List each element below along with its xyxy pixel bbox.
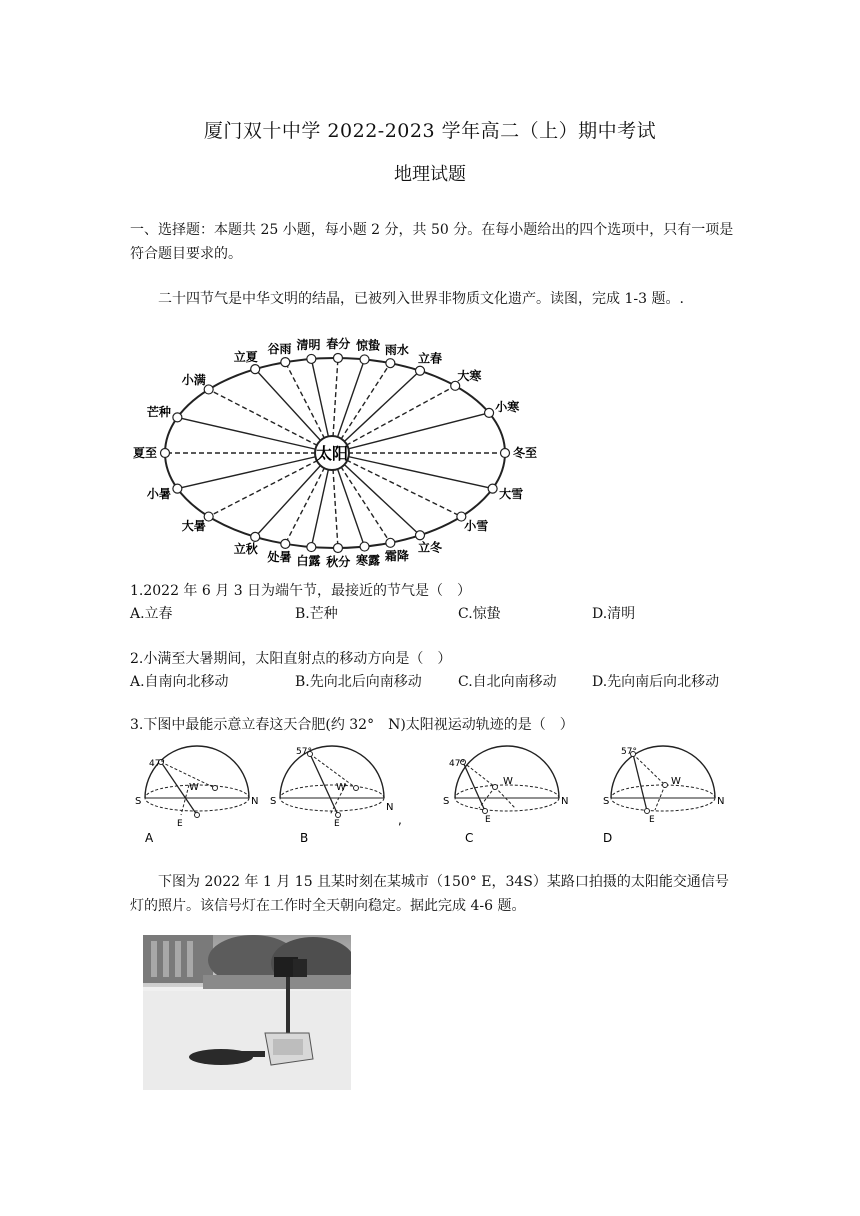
fig-a-w: W	[189, 782, 199, 793]
fig-d-letter: D	[603, 831, 613, 845]
fig-d-e: E	[649, 815, 655, 825]
term-label: 惊蛰	[355, 338, 381, 353]
fig-c-n: N	[561, 796, 569, 807]
fig-d-angle: 57°	[621, 747, 637, 757]
term-label: 大寒	[457, 368, 482, 383]
term-label: 冬至	[512, 446, 538, 460]
section-intro: 一、选择题：本题共 25 小题，每小题 2 分，共 50 分。在每小题给出的四个选项中，只有一项是符合题目要求的。	[130, 222, 734, 262]
fig-d-w: W	[671, 776, 681, 787]
fig-a-n: N	[251, 796, 259, 807]
figure-b	[270, 746, 402, 845]
term-line	[209, 453, 332, 517]
term-line	[332, 453, 420, 535]
term-point	[307, 354, 316, 363]
fig-a-e: E	[177, 819, 183, 829]
fig-c-e: E	[485, 815, 491, 825]
q2-option-b[interactable]: B.先向北后向南移动	[295, 674, 422, 690]
term-point	[360, 355, 369, 364]
term-label: 白露	[296, 553, 321, 568]
passage-traffic-light: 下图为 2022 年 1 月 15 且某时刻在某城市（150° E，34S）某路口拍摄的太阳能交通信号灯的照片。该信号灯在工作时全天朝向稳定。据此完成 4-6 题。	[130, 874, 729, 914]
q1-option-a[interactable]: A.立春	[130, 606, 173, 622]
question-2-stem: 2.小满至大暑期间，太阳直射点的移动方向是（ ）	[130, 651, 452, 667]
question-1-stem: 1.2022 年 6 月 3 日为端午节，最接近的节气是（ ）	[130, 583, 472, 599]
traffic-light-photo	[143, 935, 351, 1090]
exam-subtitle: 地理试题	[394, 164, 466, 185]
q2-option-d[interactable]: D.先向南后向北移动	[592, 674, 720, 690]
passage-solar-terms: 二十四节气是中华文明的结晶，已被列入世界非物质文化遗产。读图，完成 1-3 题。.	[158, 291, 684, 307]
fig-c-w: W	[503, 776, 513, 787]
term-label: 夏至	[132, 446, 158, 460]
term-point	[485, 408, 494, 417]
term-label: 春分	[326, 337, 351, 352]
term-point	[281, 539, 290, 548]
term-label: 立冬	[417, 540, 443, 555]
term-label: 芒种	[146, 405, 171, 420]
term-label: 雨水	[384, 342, 409, 357]
fig-d-n: N	[717, 796, 725, 807]
figure-c	[443, 746, 568, 845]
term-point	[488, 484, 497, 493]
term-label: 秋分	[326, 554, 351, 569]
sun-label: 太阳	[315, 444, 349, 463]
q1-option-d[interactable]: D.清明	[592, 606, 636, 622]
term-point	[333, 354, 342, 363]
term-point	[173, 413, 182, 422]
term-point	[333, 543, 342, 552]
fig-c-s: S	[443, 796, 450, 807]
term-point	[161, 449, 170, 458]
term-point	[501, 449, 510, 458]
q2-option-a[interactable]: A.自南向北移动	[130, 674, 229, 690]
term-label: 小寒	[495, 399, 520, 414]
exam-title: 厦门双十中学 2022-2023 学年高二（上）期中考试	[203, 120, 657, 142]
term-line	[332, 413, 489, 453]
term-label: 小雪	[464, 518, 489, 533]
term-point	[386, 359, 395, 368]
fig-a-angle: 47°	[149, 759, 165, 769]
figure-d	[603, 746, 724, 845]
term-label: 谷雨	[267, 341, 292, 356]
term-label: 小暑	[146, 486, 171, 501]
term-point	[281, 358, 290, 367]
term-label: 处暑	[267, 550, 292, 565]
term-point	[386, 538, 395, 547]
fig-b-angle: 57°	[296, 747, 312, 757]
fig-b-n: N	[386, 802, 394, 813]
term-line	[177, 453, 332, 489]
fig-a-s: S	[135, 796, 142, 807]
solar-terms-diagram	[130, 335, 550, 575]
term-label: 立秋	[233, 542, 258, 557]
term-label: 清明	[296, 338, 321, 353]
sun-path-diagrams	[125, 738, 735, 850]
q1-option-b[interactable]: B.芒种	[295, 606, 338, 622]
term-label: 大雪	[499, 486, 524, 501]
term-point	[360, 542, 369, 551]
q2-option-c[interactable]: C.自北向南移动	[458, 674, 557, 690]
fig-b-s: S	[270, 796, 277, 807]
term-point	[251, 365, 260, 374]
fig-b-w: W	[336, 782, 346, 793]
term-label: 立春	[417, 351, 443, 366]
question-3-stem: 3.下图中最能示意立春这天合肥(约 32° N)太阳视运动轨迹的是（ ）	[130, 717, 574, 733]
term-label: 立夏	[233, 349, 258, 364]
term-line	[177, 417, 332, 453]
term-point	[416, 366, 425, 375]
term-line	[332, 371, 420, 453]
fig-b-e: E	[334, 819, 340, 829]
term-label: 大暑	[181, 518, 206, 533]
term-point	[173, 484, 182, 493]
fig-c-angle: 47°	[449, 759, 465, 769]
term-label: 寒露	[355, 553, 381, 568]
term-point	[307, 543, 316, 552]
fig-b-letter: B	[300, 831, 309, 845]
term-label: 小满	[181, 373, 206, 388]
stray-comma: ,	[398, 813, 402, 827]
term-point	[416, 531, 425, 540]
term-line	[332, 453, 493, 489]
term-line	[209, 389, 332, 453]
figure-a	[135, 746, 258, 845]
term-point	[251, 532, 260, 541]
q1-option-c[interactable]: C.惊蛰	[458, 606, 501, 622]
fig-d-s: S	[603, 796, 610, 807]
term-label: 霜降	[384, 549, 409, 564]
fig-c-letter: C	[465, 831, 474, 845]
fig-a-letter: A	[145, 831, 154, 845]
